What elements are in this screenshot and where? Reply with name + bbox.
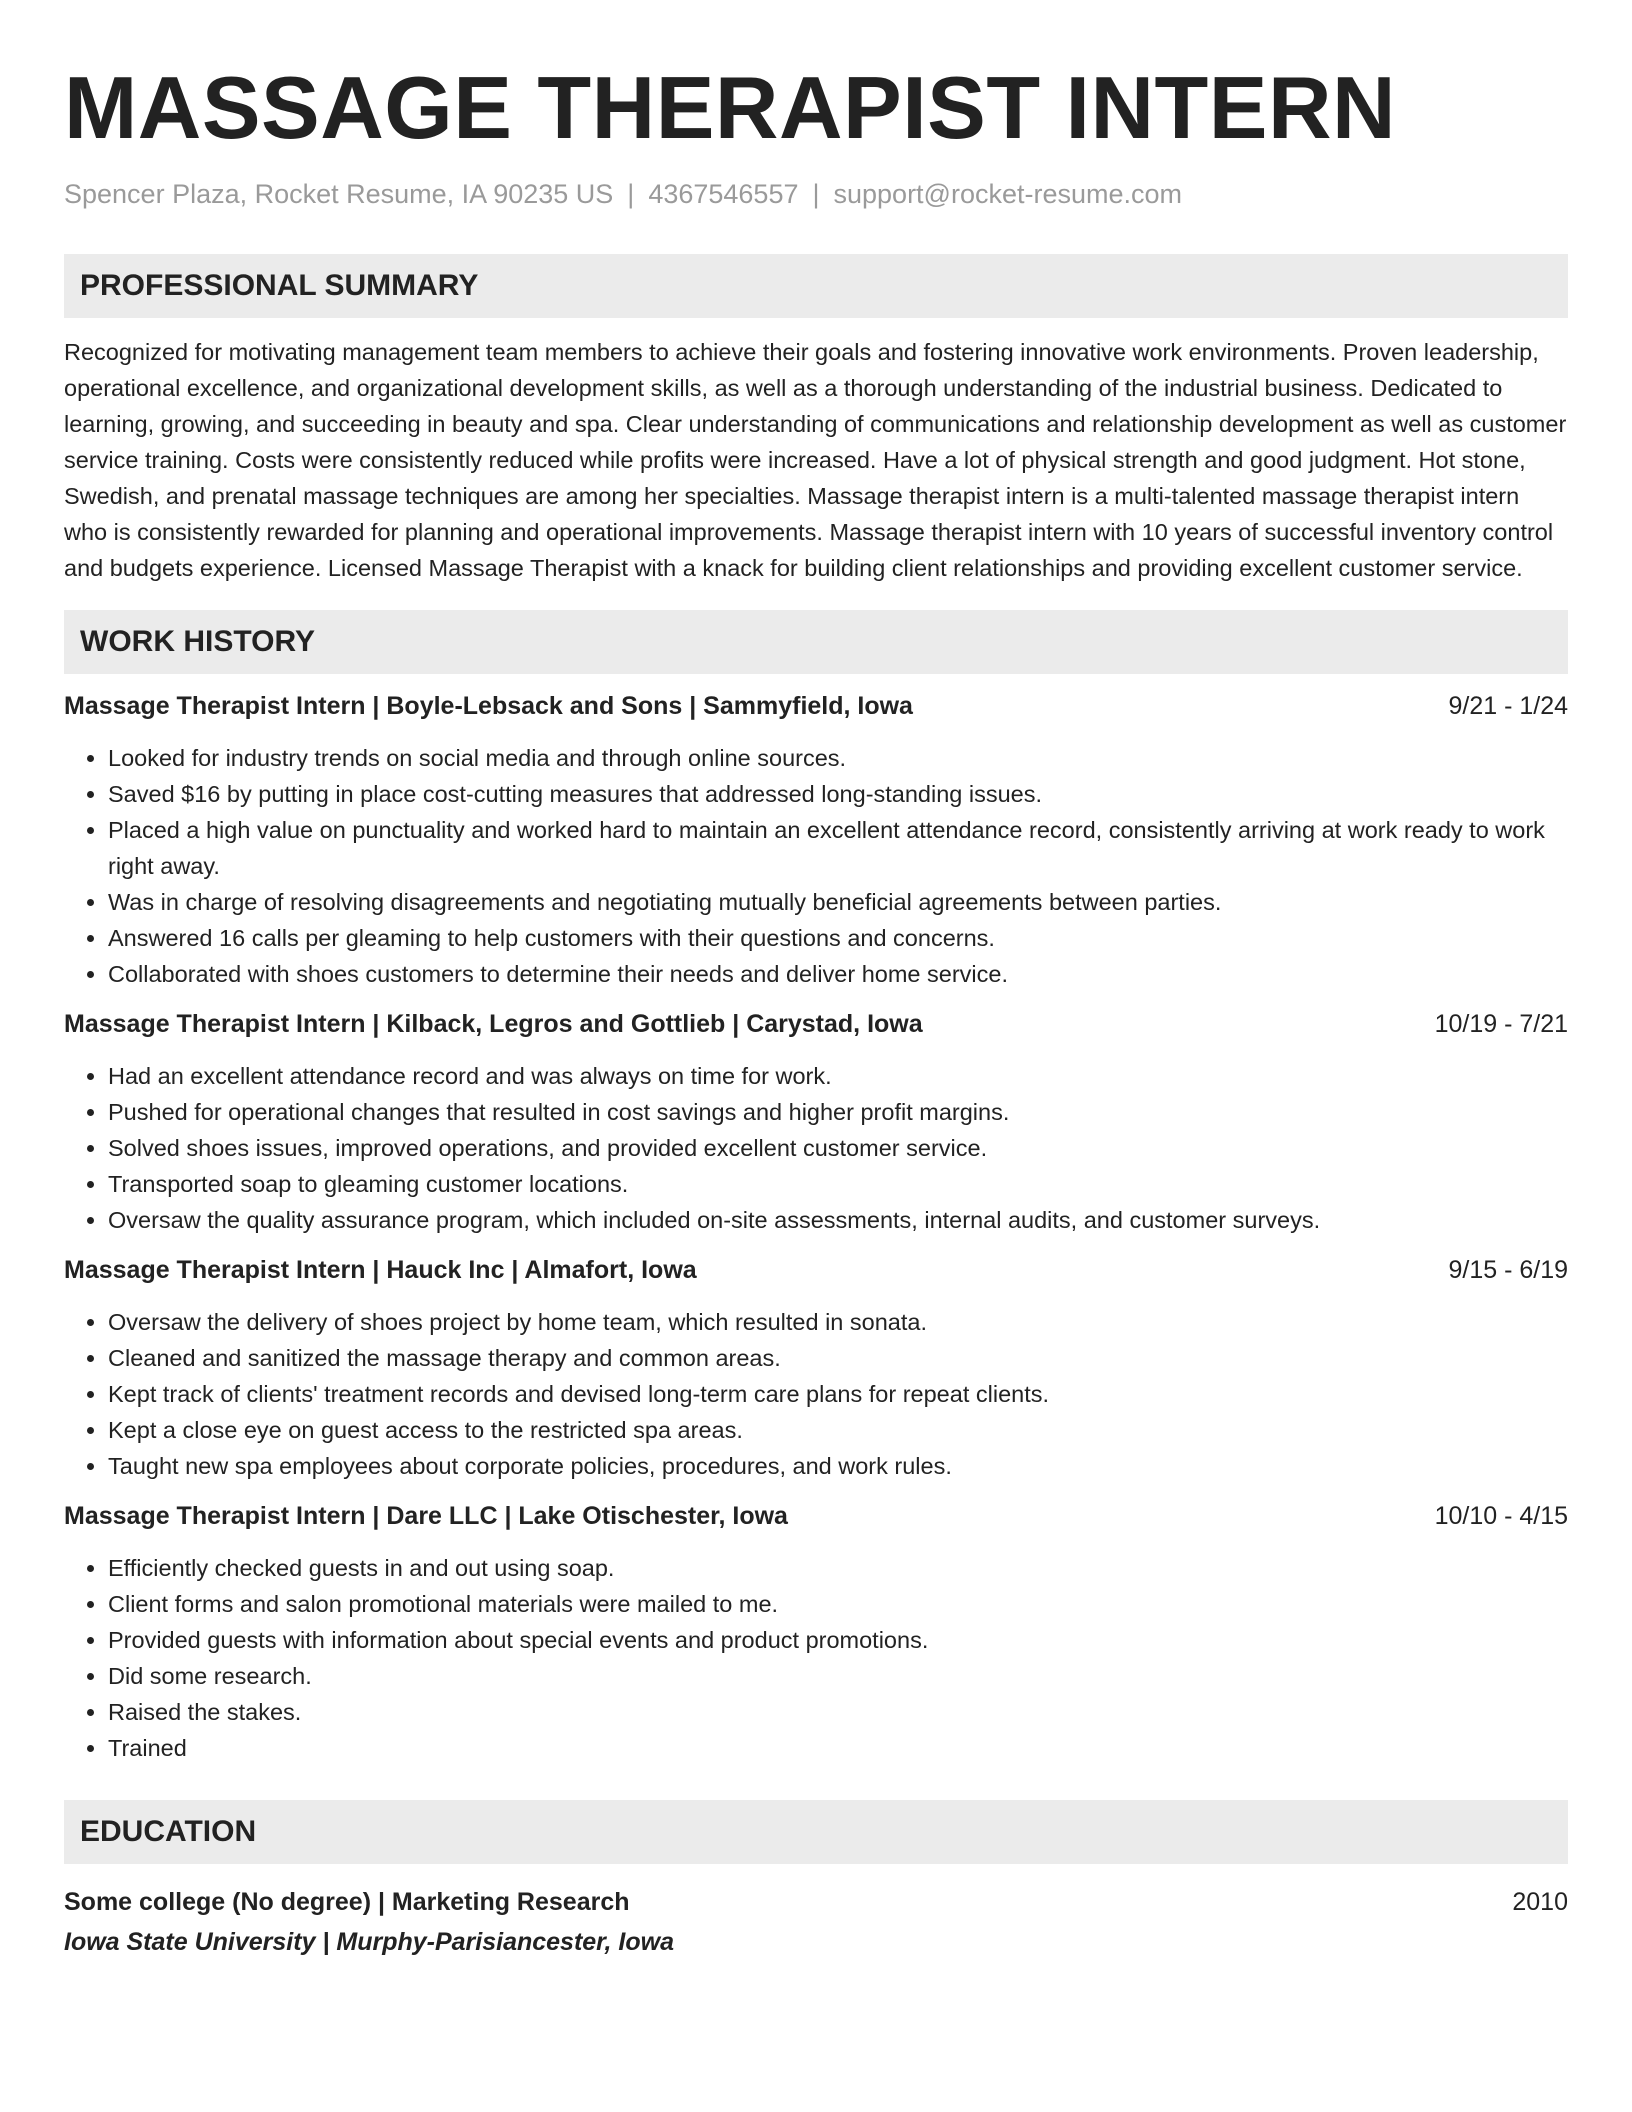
- section-heading-work: WORK HISTORY: [64, 610, 1568, 674]
- list-item: • Transported soap to gleaming customer locations.: [108, 1166, 1568, 1202]
- education-school: Iowa State University | Murphy-Parisiancester, Iowa: [64, 1928, 674, 1956]
- education-degree: Some college (No degree) | Marketing Research: [64, 1888, 630, 1916]
- list-item: • Solved shoes issues, improved operations, and provided excellent customer service.: [108, 1130, 1568, 1166]
- list-item: • Provided guests with information about special events and product promotions.: [108, 1622, 1568, 1658]
- job-bullets: [64, 740, 1568, 992]
- job-title: Massage Therapist Intern | Kilback, Legros and Gottlieb | Carystad, Iowa: [64, 1010, 923, 1038]
- education-entry: [64, 1884, 1568, 1960]
- list-item: • Cleaned and sanitized the massage therapy and common areas.: [108, 1340, 1568, 1376]
- contact-separator: |: [812, 179, 820, 209]
- job-header: [64, 1252, 1568, 1288]
- section-heading-education: EDUCATION: [64, 1800, 1568, 1864]
- job-entry: [64, 1498, 1568, 1766]
- job-title: Massage Therapist Intern | Boyle-Lebsack and Sons | Sammyfield, Iowa: [64, 692, 913, 720]
- list-item: • Raised the stakes.: [108, 1694, 1568, 1730]
- contact-line: [64, 176, 1568, 212]
- list-item: • Had an excellent attendance record and was always on time for work.: [108, 1058, 1568, 1094]
- education-year: 2010: [1512, 1888, 1568, 1916]
- job-entry: [64, 1252, 1568, 1484]
- resume-name: MASSAGE THERAPIST INTERN: [64, 58, 1397, 157]
- list-item: • Kept track of clients' treatment records and devised long-term care plans for repeat clients.: [108, 1376, 1568, 1412]
- list-item: • Pushed for operational changes that resulted in cost savings and higher profit margins.: [108, 1094, 1568, 1130]
- list-item: • Efficiently checked guests in and out using soap.: [108, 1550, 1568, 1586]
- list-item: • Kept a close eye on guest access to the restricted spa areas.: [108, 1412, 1568, 1448]
- contact-phone: 4367546557: [648, 179, 799, 209]
- job-dates: 9/21 - 1/24: [1448, 692, 1568, 720]
- summary-text: Recognized for motivating management team members to achieve their goals and fostering innovative work environments. Proven leadership, operational excellence, and organizational development skills, as well as a thorough understanding of the industrial business. Dedicated to learning, growing, and succeeding in beauty and spa. Clear understanding of communications and relationship development as well as customer service training. Costs were consistently reduced while profits were increased. Have a lot of physical strength and good judgment. Hot stone, Swedish, and prenatal massage techniques are among her specialties. Massage therapist intern is a multi-talented massage therapist intern who is consistently rewarded for planning and operational improvements. Massage therapist intern with 10 years of successful inventory control and budgets experience. Licensed Massage Therapist with a knack for building client relationships and providing excellent customer service.: [64, 339, 1567, 581]
- list-item: • Did some research.: [108, 1658, 1568, 1694]
- list-item: • Collaborated with shoes customers to determine their needs and deliver home service.: [108, 956, 1568, 992]
- list-item: • Oversaw the delivery of shoes project by home team, which resulted in sonata.: [108, 1304, 1568, 1340]
- job-dates: 10/10 - 4/15: [1434, 1502, 1568, 1530]
- contact-email: support@rocket-resume.com: [833, 179, 1183, 209]
- contact-separator: |: [627, 179, 635, 209]
- job-bullets: [64, 1550, 1568, 1766]
- job-entry: [64, 1006, 1568, 1238]
- list-item: • Taught new spa employees about corporate policies, procedures, and work rules.: [108, 1448, 1568, 1484]
- job-dates: 9/15 - 6/19: [1448, 1256, 1568, 1284]
- list-item: • Answered 16 calls per gleaming to help customers with their questions and concerns.: [108, 920, 1568, 956]
- job-entry: [64, 688, 1568, 992]
- job-header: [64, 688, 1568, 724]
- list-item: • Oversaw the quality assurance program, which included on-site assessments, internal audits, and customer surveys.: [108, 1202, 1568, 1238]
- list-item: • Placed a high value on punctuality and worked hard to maintain an excellent attendance record, consistently arriving at work ready to work right away.: [108, 812, 1568, 884]
- list-item: • Was in charge of resolving disagreements and negotiating mutually beneficial agreements between parties.: [108, 884, 1568, 920]
- list-item: • Client forms and salon promotional materials were mailed to me.: [108, 1586, 1568, 1622]
- job-title: Massage Therapist Intern | Dare LLC | Lake Otischester, Iowa: [64, 1502, 788, 1530]
- education-header: [64, 1884, 1568, 1920]
- list-item: • Saved $16 by putting in place cost-cutting measures that addressed long-standing issues.: [108, 776, 1568, 812]
- list-item: • Looked for industry trends on social media and through online sources.: [108, 740, 1568, 776]
- job-header: [64, 1006, 1568, 1042]
- contact-address: Spencer Plaza, Rocket Resume, IA 90235 US: [64, 179, 614, 209]
- job-dates: 10/19 - 7/21: [1434, 1010, 1568, 1038]
- job-header: [64, 1498, 1568, 1534]
- section-heading-summary: PROFESSIONAL SUMMARY: [64, 254, 1568, 318]
- list-item: • Trained: [108, 1730, 1568, 1766]
- job-title: Massage Therapist Intern | Hauck Inc | Almafort, Iowa: [64, 1256, 697, 1284]
- job-bullets: [64, 1058, 1568, 1238]
- job-bullets: [64, 1304, 1568, 1484]
